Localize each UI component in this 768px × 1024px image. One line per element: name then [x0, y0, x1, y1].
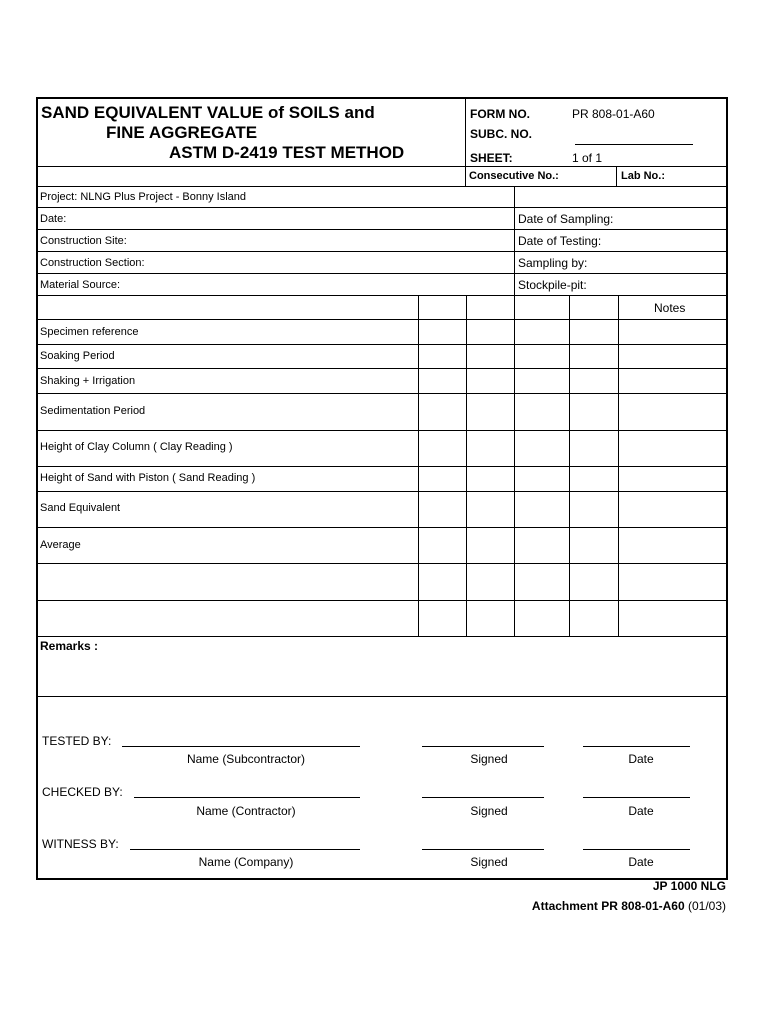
- row-label-sand-equivalent: Sand Equivalent: [40, 502, 121, 514]
- consecutive-bottom-line: [37, 186, 727, 187]
- footer-code: JP 1000 NLG: [652, 879, 726, 893]
- header-bottom-line: [37, 166, 727, 167]
- table-line: [37, 563, 727, 564]
- tested-by-name-field[interactable]: [122, 746, 360, 747]
- info-line: [37, 273, 727, 274]
- checked-by-name-caption: Name (Contractor): [196, 804, 296, 818]
- tested-by-signed-caption: Signed: [470, 752, 508, 766]
- row-label-shaking-irrigation: Shaking + Irrigation: [40, 375, 136, 387]
- info-divider: [514, 186, 515, 296]
- date-field: Date:: [40, 213, 67, 225]
- sampling-by-field: Sampling by:: [518, 256, 588, 270]
- project-field: Project: NLNG Plus Project - Bonny Island: [40, 191, 247, 203]
- table-col-divider: [418, 295, 419, 637]
- witness-by-name-caption: Name (Company): [198, 855, 294, 869]
- table-line: [37, 491, 727, 492]
- table-line: [37, 368, 727, 369]
- form-no-label: FORM NO.: [470, 107, 530, 121]
- footer-attachment: [532, 899, 726, 913]
- row-label-specimen-reference: Specimen reference: [40, 326, 139, 338]
- tested-by-label: TESTED BY:: [42, 734, 112, 748]
- checked-by-signed-caption: Signed: [470, 804, 508, 818]
- construction-site-field: Construction Site:: [40, 235, 127, 247]
- witness-by-signed-caption: Signed: [470, 855, 508, 869]
- witness-by-label: WITNESS BY:: [42, 837, 119, 851]
- info-line: [37, 207, 727, 208]
- row-label-sedimentation-period: Sedimentation Period: [40, 405, 146, 417]
- material-source-field: Material Source:: [40, 279, 121, 291]
- table-col-divider: [514, 295, 515, 637]
- title-line-1: SAND EQUIVALENT VALUE of SOILS and: [41, 103, 375, 122]
- witness-by-name-field[interactable]: [130, 849, 360, 850]
- date-of-testing-field: Date of Testing:: [518, 234, 602, 248]
- tested-by-date-field[interactable]: [583, 746, 690, 747]
- checked-by-date-caption: Date: [628, 804, 654, 818]
- subc-no-field[interactable]: [575, 144, 693, 145]
- checked-by-name-field[interactable]: [134, 797, 360, 798]
- date-of-sampling-field: Date of Sampling:: [518, 212, 614, 226]
- tested-by-date-caption: Date: [628, 752, 654, 766]
- footer-attachment-date: (01/03): [687, 899, 726, 913]
- lab-no-label: Lab No.:: [621, 170, 665, 182]
- table-line: [37, 430, 727, 431]
- row-label-clay-reading: Height of Clay Column ( Clay Reading ): [40, 441, 233, 453]
- checked-by-date-field[interactable]: [583, 797, 690, 798]
- table-line: [37, 527, 727, 528]
- info-line: [37, 229, 727, 230]
- stockpile-pit-field: Stockpile-pit:: [518, 278, 587, 292]
- sheet-value: 1 of 1: [572, 151, 603, 165]
- table-line: [37, 319, 727, 320]
- notes-header: Notes: [654, 301, 686, 315]
- consecutive-no-label: Consecutive No.:: [469, 170, 559, 182]
- info-line: [37, 295, 727, 296]
- checked-by-label: CHECKED BY:: [42, 785, 123, 799]
- footer-attachment-ref: Attachment PR 808-01-A60: [531, 899, 685, 913]
- witness-by-date-caption: Date: [628, 855, 654, 869]
- tested-by-signed-field[interactable]: [422, 746, 544, 747]
- table-col-divider: [466, 295, 467, 637]
- construction-section-field: Construction Section:: [40, 257, 145, 269]
- witness-by-signed-field[interactable]: [422, 849, 544, 850]
- subc-no-label: SUBC. NO.: [470, 127, 533, 141]
- table-col-divider: [569, 295, 570, 637]
- table-line: [37, 393, 727, 394]
- consecutive-divider: [616, 166, 617, 187]
- table-line: [37, 466, 727, 467]
- tested-by-name-caption: Name (Subcontractor): [186, 752, 306, 766]
- witness-by-date-field[interactable]: [583, 849, 690, 850]
- sheet-label: SHEET:: [470, 151, 513, 165]
- header-divider: [465, 98, 466, 187]
- checked-by-signed-field[interactable]: [422, 797, 544, 798]
- table-line: [37, 636, 727, 637]
- row-label-average: Average: [40, 539, 81, 551]
- title-line-2: FINE AGGREGATE: [106, 123, 258, 142]
- table-line: [37, 344, 727, 345]
- info-line: [37, 251, 727, 252]
- form-no-value: PR 808-01-A60: [572, 107, 655, 121]
- row-label-sand-reading: Height of Sand with Piston ( Sand Reading ): [40, 472, 256, 484]
- row-label-soaking-period: Soaking Period: [40, 350, 115, 362]
- table-line: [37, 600, 727, 601]
- remarks-label: Remarks :: [40, 639, 99, 653]
- remarks-bottom-line: [37, 696, 727, 697]
- table-col-divider: [618, 295, 619, 637]
- title-line-3: ASTM D-2419 TEST METHOD: [169, 143, 405, 162]
